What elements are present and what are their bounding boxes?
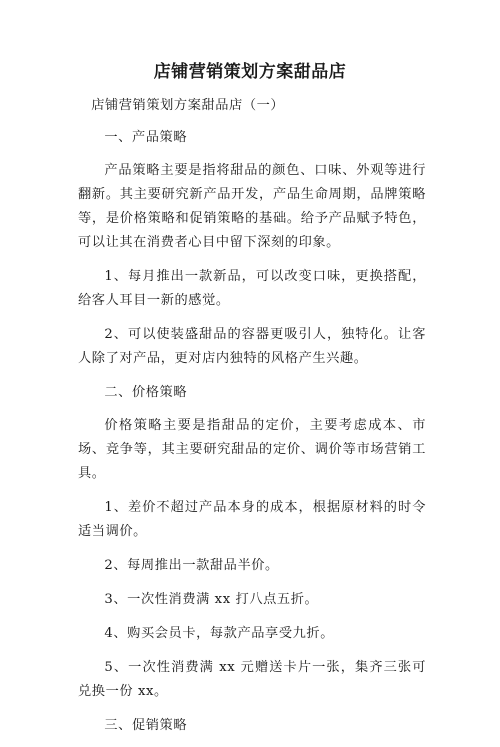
paragraph-price-3: 3、一次性消费满 xx 打八点五折。 [104, 592, 319, 607]
paragraph-product-1: 1、每月推出一款新品，可以改变口味，更换搭配，给客人耳目一新的感觉。 [78, 269, 426, 308]
paragraph-price-1: 1、差价不超过产品本身的成本，根据原材料的时令适当调价。 [78, 500, 426, 539]
section-heading-product: 一、产品策略 [104, 130, 188, 145]
paragraph-price-5: 5、一次性消费满 xx 元赠送卡片一张，集齐三张可兑换一份 xx。 [78, 660, 426, 699]
document-title: 店铺营销策划方案甜品店 [153, 62, 347, 82]
paragraph-product-intro: 产品策略主要是指将甜品的颜色、口味、外观等进行翻新。其主要研究新产品开发，产品生命周期，品牌策略等，是价格策略和促销策略的基础。给予产品赋予特色，可以让其在消费者心目中留下深刻的印象。 [78, 163, 426, 250]
document-body [78, 94, 426, 747]
paragraph-price-intro: 价格策略主要是指甜品的定价，主要考虑成本、市场、竞争等，其主要研究甜品的定价、调价等市场营销工具。 [78, 418, 426, 481]
section-heading-promotion: 三、促销策略 [104, 718, 188, 733]
paragraph-price-4: 4、购买会员卡，每款产品享受九折。 [104, 626, 334, 641]
subtitle: 店铺营销策划方案甜品店（一） [91, 98, 285, 113]
paragraph-product-2: 2、可以使装盛甜品的容器更吸引人，独特化。让客人除了对产品，更对店内独特的风格产生兴趣。 [78, 327, 426, 366]
section-heading-price: 二、价格策略 [104, 385, 188, 400]
paragraph-price-2: 2、每周推出一款甜品半价。 [104, 558, 279, 573]
